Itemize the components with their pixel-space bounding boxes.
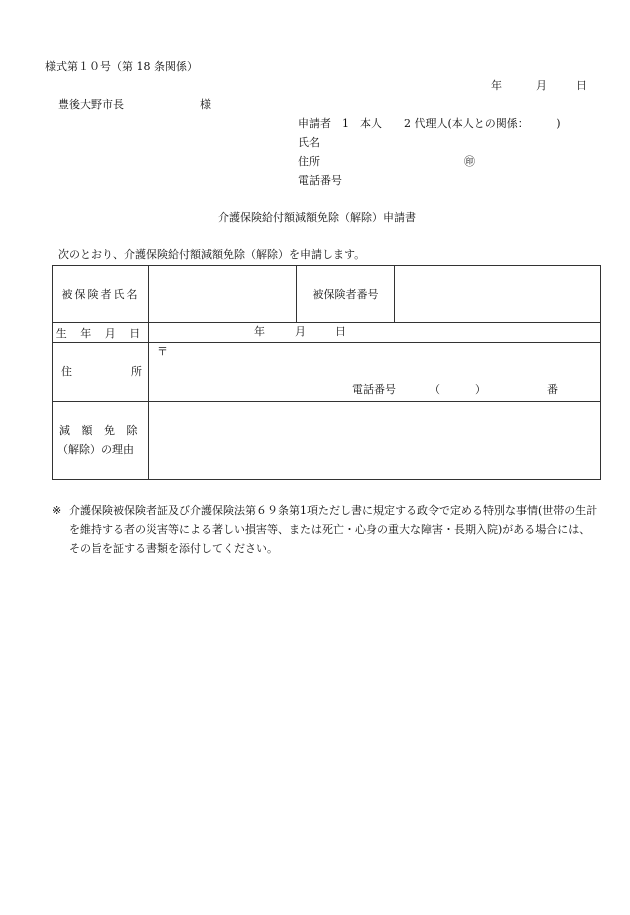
birth-day-label: 日 xyxy=(335,325,346,338)
insured-number-label: 被保険者番号 xyxy=(297,266,395,323)
applicant-phone-label: 電話番号 xyxy=(298,174,342,187)
address-row xyxy=(53,343,601,402)
applicant-label: 申請者 xyxy=(298,117,331,130)
insured-name-cell[interactable] xyxy=(149,266,297,323)
address-label xyxy=(53,343,149,402)
application-table xyxy=(52,265,601,480)
phone-paren-open: （ xyxy=(429,383,440,396)
birth-cell[interactable] xyxy=(149,323,601,343)
addressee-name: 豊後大野市長 xyxy=(58,98,124,111)
seal-mark: ㊞ xyxy=(464,155,475,168)
reason-cell[interactable] xyxy=(149,402,601,480)
address-label-part1: 住 xyxy=(61,365,72,378)
date-month-label: 月 xyxy=(536,79,547,92)
addressee-honorific: 様 xyxy=(200,98,211,111)
form-title: 介護保険給付額減額免除（解除）申請書 xyxy=(218,211,416,224)
address-label-part2: 所 xyxy=(131,365,142,378)
applicant-address-label: 住所 xyxy=(298,155,320,168)
birth-month-label: 月 xyxy=(295,325,306,338)
footnote-text: 介護保険被保険者証及び介護保険法第６９条第1項ただし書に規定する政令で定める特別な事情(世帯の生計を維持する者の災害等による著しい損害等、または死亡・心身の重大な障害・長期入院)がある場合には、その旨を証する書類を添付してください。 xyxy=(69,504,598,555)
applicant-option-proxy: 2 代理人(本人との関係： ) xyxy=(404,117,561,130)
reason-label xyxy=(53,402,149,480)
date-day-label: 日 xyxy=(576,79,587,92)
form-intro: 次のとおり、介護保険給付額減額免除（解除）を申請します。 xyxy=(58,248,366,261)
applicant-option-self: 1 本人 xyxy=(342,117,382,130)
address-cell[interactable] xyxy=(149,343,601,402)
insured-row xyxy=(53,266,601,323)
address-phone-label: 電話番号 xyxy=(352,383,396,396)
reason-row xyxy=(53,402,601,480)
postal-mark: 〒 xyxy=(157,345,168,358)
applicant-name-label: 氏名 xyxy=(298,136,320,149)
birth-label: 生 年 月 日 xyxy=(53,323,149,343)
phone-ban-label: 番 xyxy=(547,383,558,396)
footnote-mark: ※ xyxy=(52,504,62,517)
footnote xyxy=(52,501,600,558)
birth-row xyxy=(53,323,601,343)
insured-name-label: 被保険者氏名 xyxy=(53,266,149,323)
reason-label-line2: （解除）の理由 xyxy=(57,443,134,456)
reason-label-line1: 減 額 免 除 xyxy=(59,424,142,437)
insured-number-cell[interactable] xyxy=(395,266,601,323)
birth-year-label: 年 xyxy=(254,325,265,338)
phone-paren-close: ） xyxy=(475,383,486,396)
date-year-label: 年 xyxy=(491,79,502,92)
form-number: 様式第１０号（第 18 条関係） xyxy=(45,60,198,73)
